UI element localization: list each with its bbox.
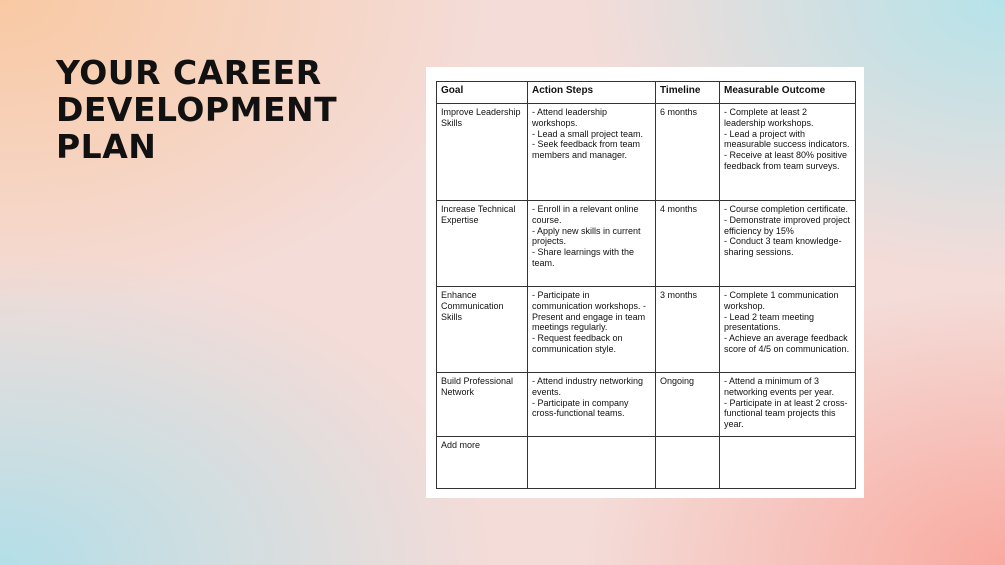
goal-cell: Increase Technical Expertise	[437, 201, 528, 287]
title-line-1: YOUR CAREER	[56, 53, 322, 92]
title-line-3: PLAN	[56, 127, 157, 166]
action-step: - Enroll in a relevant online course.	[532, 204, 639, 225]
timeline-cell: 6 months	[656, 104, 720, 201]
action-step: - Attend leadership workshops.	[532, 107, 608, 128]
action-step: - Share learnings with the team.	[532, 247, 635, 268]
career-plan-table	[436, 81, 856, 489]
outcome-item: - Receive at least 80% positive feedback from team surveys.	[724, 150, 848, 171]
outcome-cell	[720, 201, 856, 287]
action-step: - Lead a small project team.	[532, 128, 644, 139]
outcome-item: - Complete 1 communication workshop.	[724, 290, 839, 311]
timeline-cell: Ongoing	[656, 373, 720, 437]
action-steps-cell	[528, 373, 656, 437]
outcome-item: - Attend a minimum of 3 networking events per year.	[724, 376, 835, 397]
table-row	[437, 373, 856, 437]
career-plan-sheet	[426, 67, 864, 498]
table-row	[437, 104, 856, 201]
goal-cell: Enhance Communication Skills	[437, 287, 528, 373]
action-steps-cell	[528, 201, 656, 287]
action-step: - Attend industry networking events.	[532, 376, 644, 397]
header-timeline: Timeline	[656, 82, 720, 104]
table-row	[437, 201, 856, 287]
action-step: - Request feedback on communication style.	[532, 333, 623, 354]
outcome-item: - Achieve an average feedback score of 4/5 on communication.	[724, 333, 850, 354]
header-action-steps: Action Steps	[528, 82, 656, 104]
page-title	[56, 54, 337, 165]
action-step: - Participate in communication workshops. - Present and engage in team meetings regularly.	[532, 290, 647, 333]
outcome-item: - Lead a project with measurable success indicators.	[724, 128, 850, 150]
outcome-item: - Demonstrate improved project efficiency by 15%	[724, 214, 851, 236]
action-steps-cell	[528, 437, 656, 489]
header-goal: Goal	[437, 82, 528, 104]
outcome-item: - Complete at least 2 leadership workshops.	[724, 107, 814, 128]
outcome-item: - Participate in at least 2 cross-functional team projects this year.	[724, 397, 848, 430]
timeline-cell	[656, 437, 720, 489]
outcome-item: - Course completion certificate.	[724, 204, 849, 214]
outcome-cell	[720, 437, 856, 489]
action-step: - Seek feedback from team members and manager.	[532, 139, 641, 161]
goal-cell: Build Professional Network	[437, 373, 528, 437]
action-step: - Apply new skills in current projects.	[532, 225, 641, 247]
outcome-item: - Conduct 3 team knowledge-sharing sessions.	[724, 236, 842, 258]
goal-cell: Improve Leadership Skills	[437, 104, 528, 201]
timeline-cell: 4 months	[656, 201, 720, 287]
timeline-cell: 3 months	[656, 287, 720, 373]
outcome-item: - Lead 2 team meeting presentations.	[724, 311, 815, 333]
action-steps-cell	[528, 104, 656, 201]
title-line-2: DEVELOPMENT	[56, 90, 338, 129]
table-row	[437, 287, 856, 373]
table-header-row	[437, 82, 856, 104]
action-step: - Participate in company cross-functional teams.	[532, 397, 629, 419]
outcome-cell	[720, 373, 856, 437]
outcome-cell	[720, 287, 856, 373]
action-steps-cell	[528, 287, 656, 373]
table-row	[437, 437, 856, 489]
outcome-cell	[720, 104, 856, 201]
goal-cell: Add more	[437, 437, 528, 489]
header-measurable-outcome: Measurable Outcome	[720, 82, 856, 104]
